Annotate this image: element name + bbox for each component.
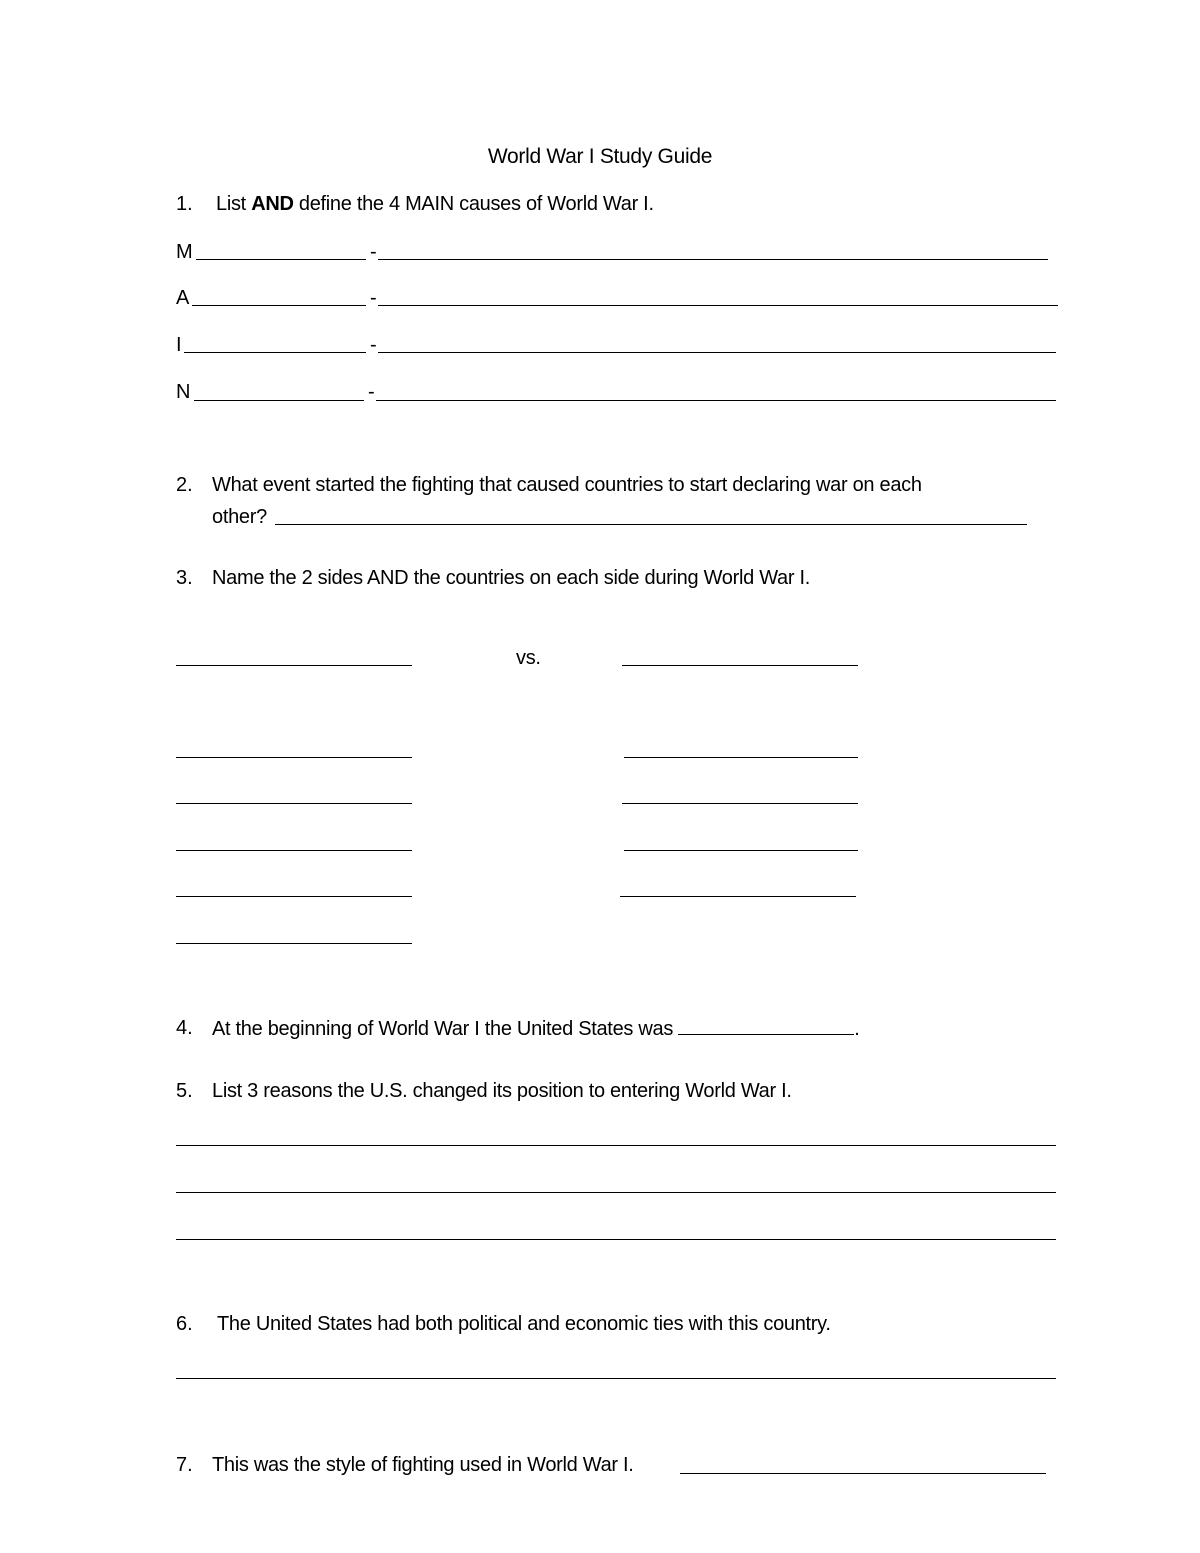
page-title: World War I Study Guide [487,145,713,168]
q3-right-country-blank[interactable] [624,850,858,851]
q3-right-country-blank[interactable] [620,896,856,897]
q5-reason-blank[interactable] [176,1145,1056,1146]
q5-reason-blank[interactable] [176,1239,1056,1240]
q4-text-body: At the beginning of World War I the United States was [212,1018,674,1040]
q3-side-right-blank[interactable] [622,665,858,666]
q1-letter-n: N [176,381,191,403]
q1-text-post: define the 4 MAIN causes of World War I. [293,193,654,215]
q1-letter-a: A [176,287,190,309]
q4-number: 4. [176,1017,193,1039]
q1-text-bold: AND [251,193,294,215]
q4-period: . [854,1018,860,1040]
q3-right-country-blank[interactable] [624,757,858,758]
q1-n-term-blank[interactable] [194,400,364,401]
q1-n-dash: - [368,381,375,403]
q5-number: 5. [176,1080,193,1102]
q2-answer-blank[interactable] [275,524,1027,525]
q3-side-left-blank[interactable] [176,665,412,666]
q3-left-country-blank[interactable] [176,896,412,897]
q3-vs-label: vs. [516,647,541,669]
q1-text-pre: List [216,193,252,215]
q5-text: List 3 reasons the U.S. changed its position to entering World War I. [212,1080,792,1102]
q1-i-dash: - [370,334,377,356]
q7-text: This was the style of fighting used in World War I. [212,1454,634,1476]
q3-left-country-blank[interactable] [176,943,412,944]
q1-m-definition-blank[interactable] [378,259,1048,260]
q7-answer-blank[interactable] [680,1473,1046,1474]
q1-a-term-blank[interactable] [192,305,366,306]
q1-text [216,192,654,216]
q1-i-definition-blank[interactable] [378,352,1056,353]
q1-letter-i: I [176,334,182,356]
q2-text-line1: What event started the fighting that caused countries to start declaring war on each [212,474,922,496]
q3-right-country-blank[interactable] [622,803,858,804]
q1-a-definition-blank[interactable] [378,305,1058,306]
q4-answer-blank[interactable] [678,1016,854,1035]
q3-number: 3. [176,567,193,589]
q1-letter-m: M [176,241,193,263]
q1-number: 1. [176,193,193,215]
q1-a-dash: - [370,287,377,309]
q2-number: 2. [176,474,193,496]
q3-left-country-blank[interactable] [176,757,412,758]
q1-n-definition-blank[interactable] [376,400,1056,401]
q2-text-line2: other? [212,506,267,528]
q6-answer-blank[interactable] [176,1378,1056,1379]
q6-number: 6. [176,1313,193,1335]
q4-text [212,1016,860,1041]
q3-left-country-blank[interactable] [176,850,412,851]
q3-text: Name the 2 sides AND the countries on each side during World War I. [212,567,810,589]
q6-text: The United States had both political and economic ties with this country. [217,1313,831,1335]
q1-m-dash: - [370,241,377,263]
q1-m-term-blank[interactable] [196,259,366,260]
q5-reason-blank[interactable] [176,1192,1056,1193]
q1-i-term-blank[interactable] [184,352,366,353]
q3-left-country-blank[interactable] [176,803,412,804]
q7-number: 7. [176,1454,193,1476]
